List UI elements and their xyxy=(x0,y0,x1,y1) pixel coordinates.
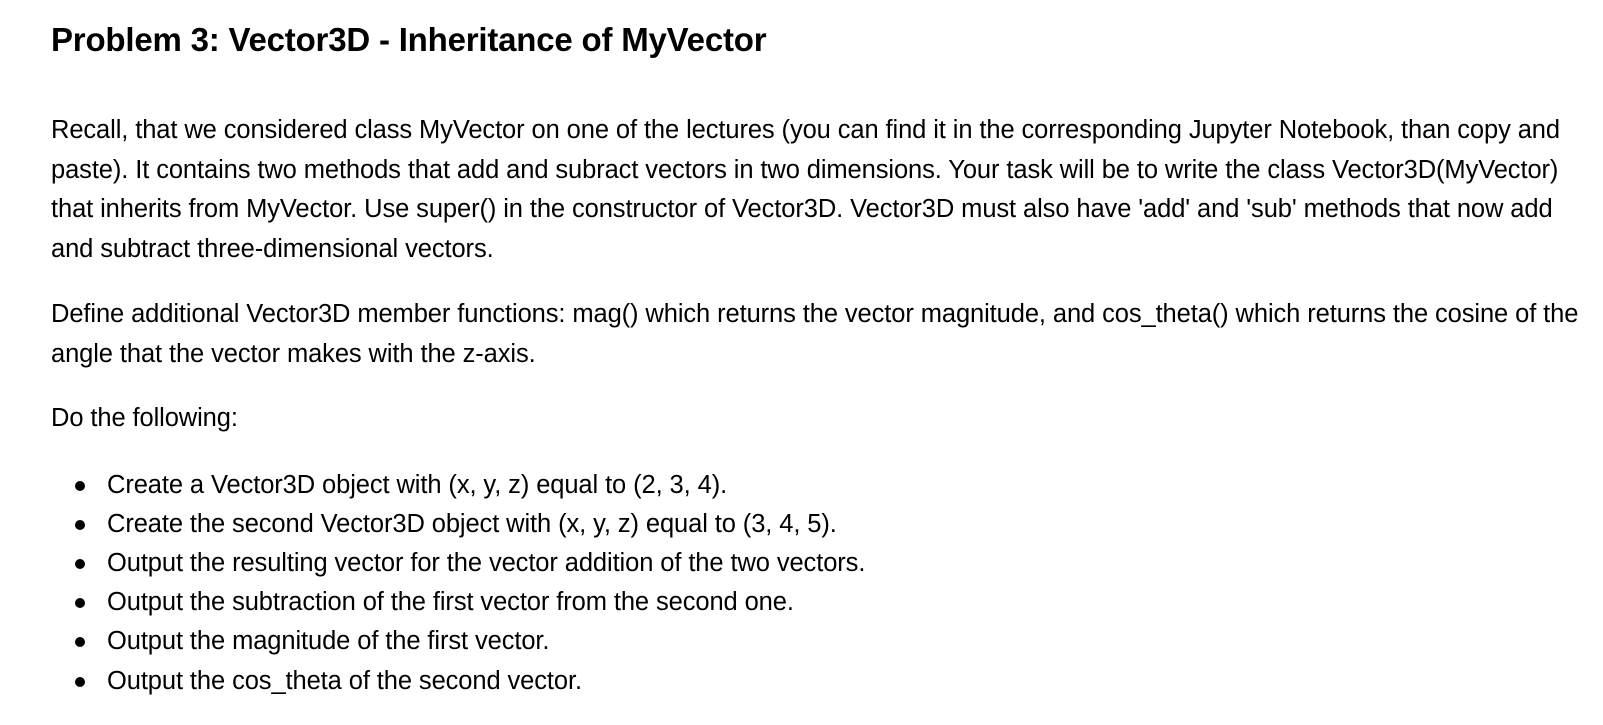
task-item xyxy=(51,622,1596,661)
bullet-icon xyxy=(75,637,85,647)
instructions-heading: Do the following: xyxy=(51,404,238,432)
task-text: Create the second Vector3D object with (x, y, z) equal to (3, 4, 5). xyxy=(107,509,837,538)
task-text: Create a Vector3D object with (x, y, z) equal to (2, 3, 4). xyxy=(107,470,728,499)
problem-title: Problem 3: Vector3D - Inheritance of MyVector xyxy=(51,21,767,58)
bullet-icon xyxy=(75,481,85,491)
task-text: Output the cos_theta of the second vector. xyxy=(107,666,582,695)
task-text: Output the resulting vector for the vector addition of the two vectors. xyxy=(107,548,866,577)
task-item xyxy=(51,544,1596,583)
task-text: Output the magnitude of the first vector. xyxy=(107,627,550,656)
task-item xyxy=(51,583,1596,622)
task-item xyxy=(51,505,1596,544)
bullet-icon xyxy=(75,559,85,569)
bullet-icon xyxy=(75,520,85,530)
bullet-icon xyxy=(75,677,85,687)
task-list xyxy=(51,466,1596,701)
bullet-icon xyxy=(75,598,85,608)
task-item xyxy=(51,466,1596,505)
intro-paragraph: Recall, that we considered class MyVector on one of the lectures (you can find it in the corresponding Jupyter Notebook, than copy and paste). It contains two methods that add and subract vectors in two dimensions. Your task will be to write the class Vector3D(MyVector) that inherits from MyVector. Use super() in the constructor of Vector3D. Vector3D must also have 'add' and 'sub' methods that now add and subtract three-dimensional vectors. xyxy=(51,116,1560,263)
task-text: Output the subtraction of the first vector from the second one. xyxy=(107,588,794,617)
member-functions-paragraph: Define additional Vector3D member functions: mag() which returns the vector magnitude, and cos_theta() which returns the cosine of the angle that the vector makes with the z-axis. xyxy=(51,300,1579,368)
task-item xyxy=(51,662,1596,701)
problem-document xyxy=(51,0,1596,701)
